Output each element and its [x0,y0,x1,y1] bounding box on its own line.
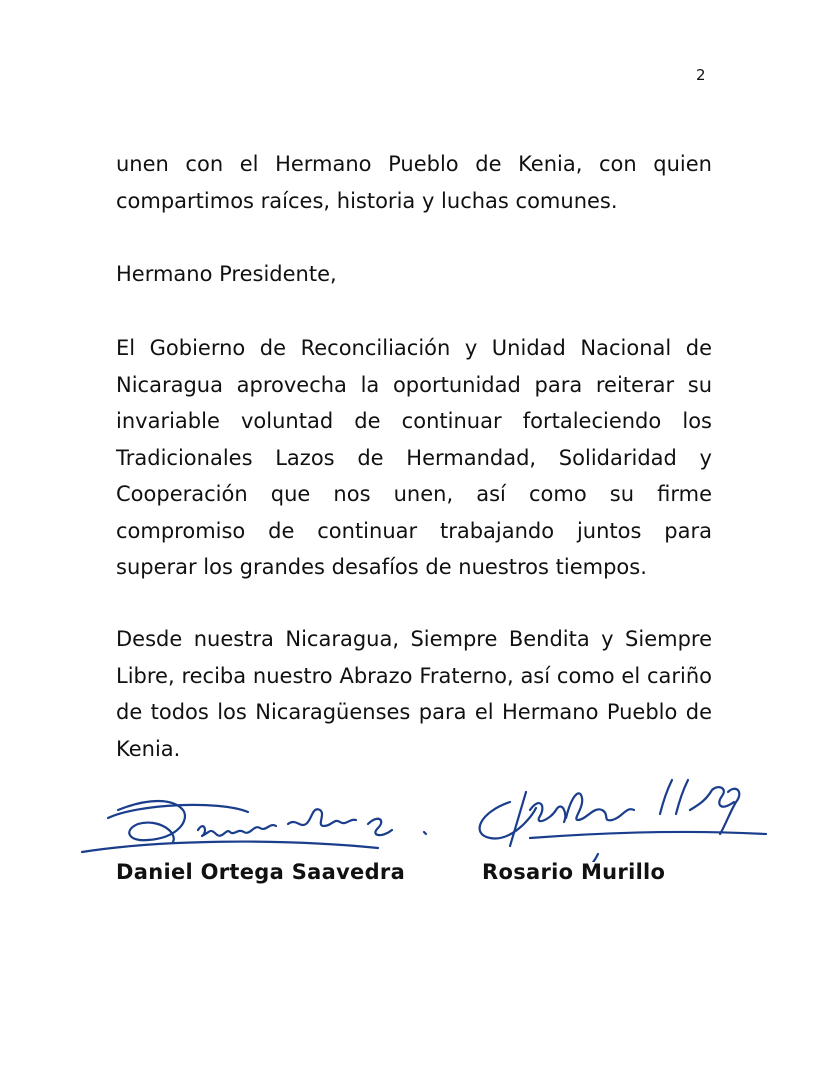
signature-rosario-murillo [470,762,770,862]
signer-name-daniel-ortega: Daniel Ortega Saavedra [116,860,406,884]
signature-daniel-ortega [78,790,438,862]
paragraph-closing-context: unen con el Hermano Pueblo de Kenia, con quien compartimos raíces, historia y luchas comunes. [116,152,712,213]
signer-name-rosario-murillo: Rosario Murillo [482,860,666,884]
paragraph-greeting: Desde nuestra Nicaragua, Siempre Bendita y Siempre Libre, reciba nuestro Abrazo Fraterno, así como el cariño de todos los Nicaragüenses para el Hermano Pueblo de Kenia. [116,627,712,761]
page-number: 2 [696,66,706,84]
salutation: Hermano Presidente, [116,262,337,286]
paragraph-government-message: El Gobierno de Reconciliación y Unidad Nacional de Nicaragua aprovecha la oportunidad para reiterar su invariable voluntad de continuar fortaleciendo los Tradicionales Lazos de Hermandad, Solidaridad y Cooperación que nos unen, así como su firme compromiso de continuar trabajando juntos para superar los grandes desafíos de nuestros tiempos. [116,336,712,579]
